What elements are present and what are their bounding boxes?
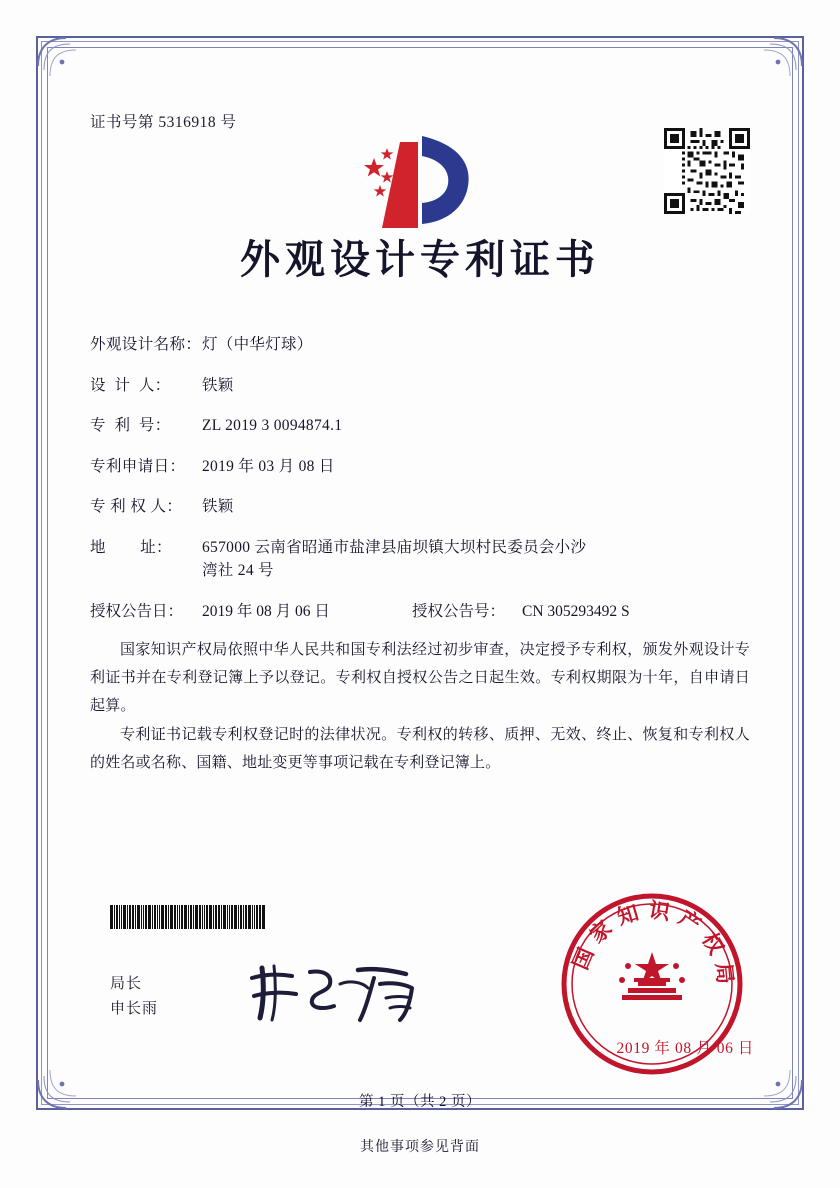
field-label: 专 利 权 人：: [90, 498, 183, 515]
legal-paragraphs: [90, 637, 750, 778]
field-application-date: [90, 459, 750, 475]
footer-note: 其他事项参见背面: [360, 1140, 480, 1155]
seal-date: 2019 年 08 月 06 日: [616, 1040, 754, 1057]
field-label: 设 计 人：: [90, 376, 171, 394]
signature-name: 申长雨: [110, 1000, 159, 1017]
field-value: 灯（中华灯球）: [202, 336, 313, 353]
field-label: 地 址：: [90, 538, 172, 556]
field-address: [90, 540, 750, 579]
signature-block: [110, 972, 158, 1022]
field-label: 专 利 号：: [90, 417, 171, 434]
field-value: ZL 2019 3 0094874.1: [202, 417, 343, 434]
field-patent-number: [90, 418, 750, 434]
paragraph-2: 专利证书记载专利权登记时的法律状况。专利权的转移、质押、无效、终止、恢复和专利权人的姓名或名称、国籍、地址变更等事项记载在专利登记簿上。: [90, 727, 750, 771]
corner-ornament-top-right: [746, 36, 804, 94]
field-designer: [90, 378, 750, 394]
barcode-icon: [110, 905, 332, 929]
field-patentee: [90, 499, 750, 515]
page-title: 外观设计专利证书: [240, 237, 600, 282]
certificate-content: [90, 110, 750, 780]
field-grant-row: [90, 604, 750, 620]
page-number: 第 1 页（共 2 页）: [359, 1094, 481, 1110]
field-value-wrap: [202, 540, 750, 579]
grant-number-label: 授权公告号：: [412, 602, 506, 620]
paragraph-1: 国家知识产权局依照中华人民共和国专利法经过初步审查，决定授予专利权，颁发外观设计专利证书并在专利登记簿上予以登记。专利权自授权公告之日起生效。专利权期限为十年，自申请日起算。: [90, 642, 750, 714]
field-value: 657000 云南省昭通市盐津县庙坝镇大坝村民委员会小沙: [202, 538, 587, 556]
certificate-number: 证书号第 5316918 号: [90, 114, 237, 131]
field-label: 外观设计名称：: [90, 336, 202, 353]
grant-date-value: 2019 年 08 月 06 日: [202, 602, 330, 620]
field-value: 2019 年 03 月 08 日: [202, 457, 335, 475]
field-value-continuation: 湾社 24 号: [202, 562, 274, 579]
field-value: 铁颖: [202, 498, 234, 515]
field-value: 铁颖: [202, 376, 234, 394]
field-design-name: [90, 337, 750, 353]
fields-list: [90, 337, 750, 619]
grant-number-value: CN 305293492 S: [522, 602, 630, 620]
grant-date-label: 授权公告日：: [90, 602, 184, 620]
qr-code-icon: [664, 128, 750, 214]
svg-text:国家知识产权局: 国家知识产权局: [568, 897, 738, 993]
cnipa-emblem-icon: [90, 128, 750, 238]
handwritten-signature: [240, 958, 440, 1028]
field-label: 专利申请日：: [90, 457, 186, 475]
signature-role: 局长: [110, 976, 143, 992]
corner-ornament-top-left: [36, 36, 94, 94]
